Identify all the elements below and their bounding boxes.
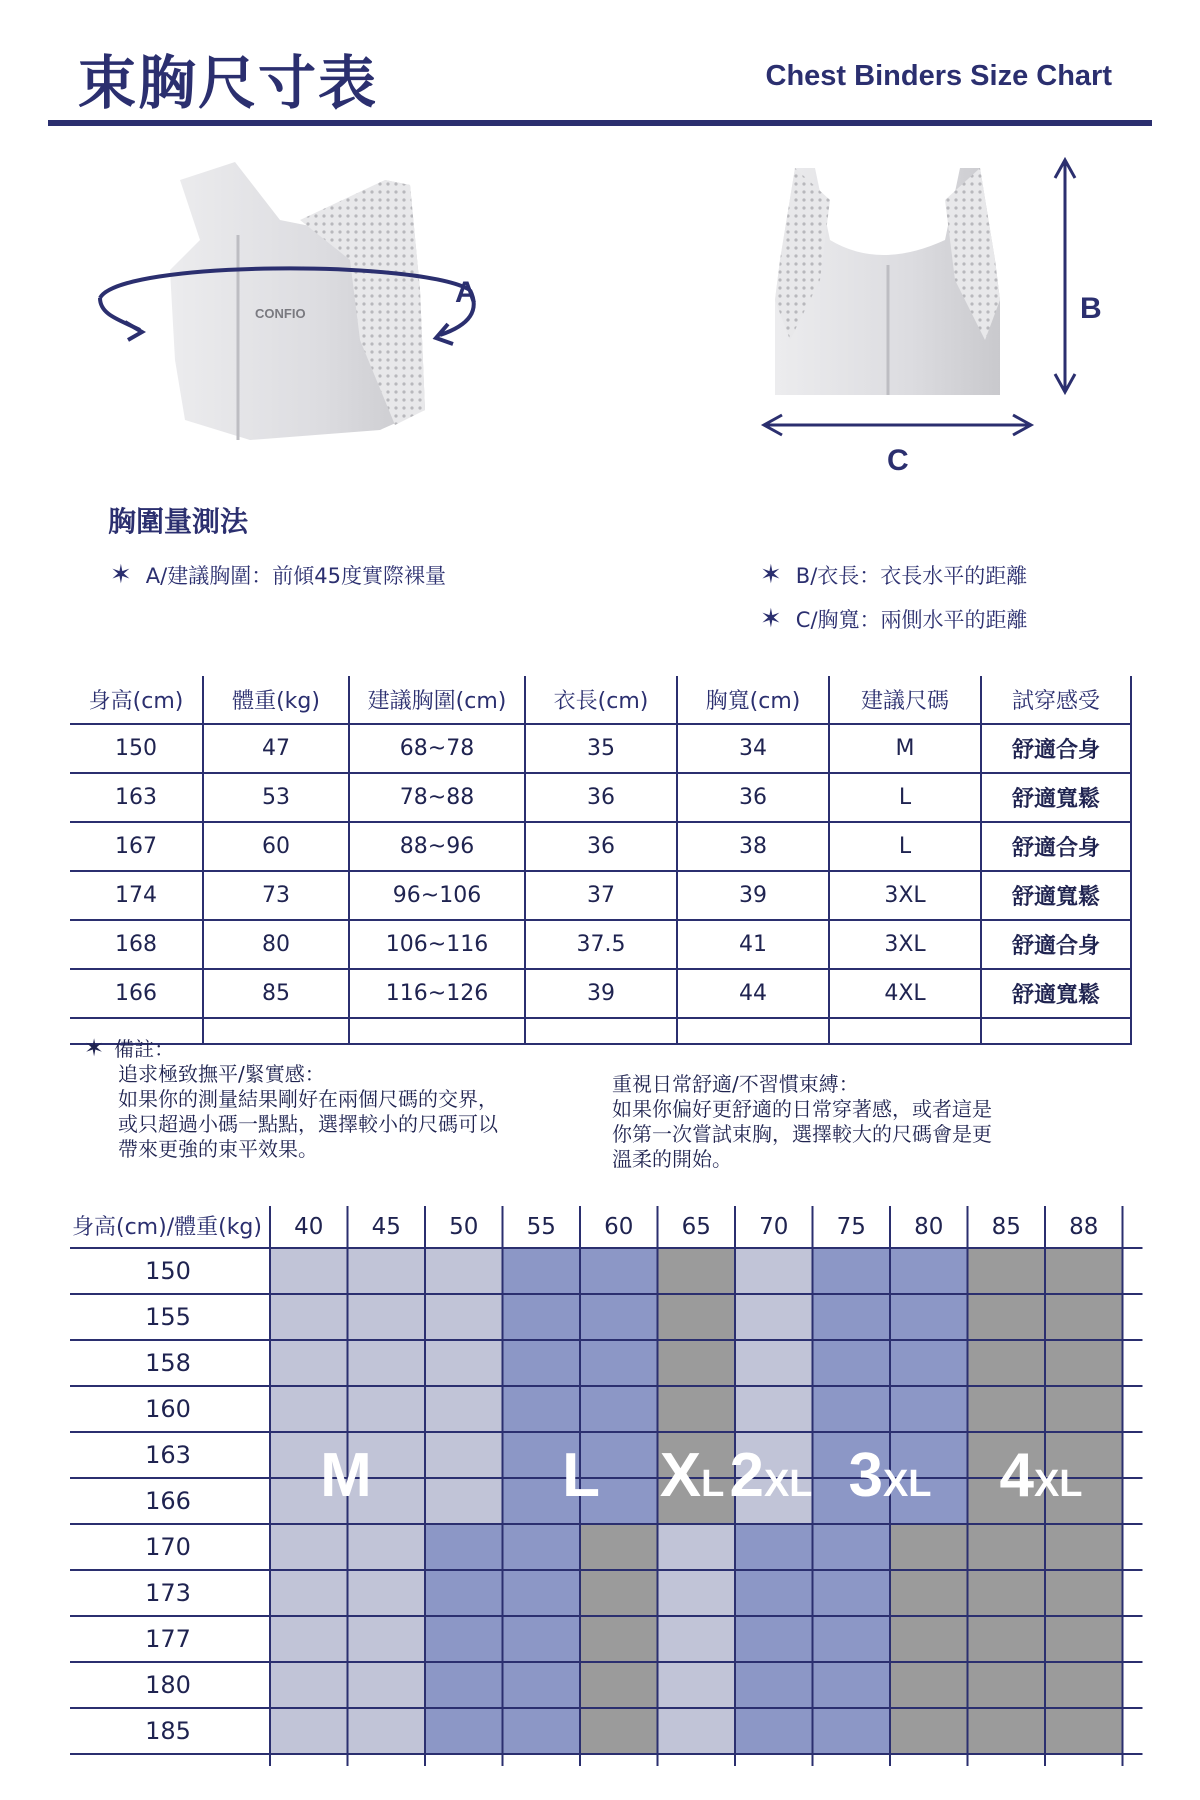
grid-cell xyxy=(890,1570,968,1616)
table-cell: 35 xyxy=(525,724,677,773)
grid-height-label: 177 xyxy=(145,1625,191,1653)
size-label-main: L xyxy=(562,1441,600,1510)
grid-height-label: 160 xyxy=(145,1395,191,1423)
grid-cell xyxy=(735,1340,813,1386)
size-label-suffix: XL xyxy=(882,1463,932,1505)
size-table xyxy=(70,676,1132,1045)
remarks-right-line: 你第一次嘗試束胸，選擇較大的尺碼會是更 xyxy=(612,1122,992,1146)
grid-cell xyxy=(348,1616,426,1662)
table-cell: 41 xyxy=(677,920,829,969)
grid-cell xyxy=(425,1570,503,1616)
table-cell: 36 xyxy=(677,773,829,822)
grid-weight-label: 60 xyxy=(604,1214,634,1240)
grid-cell xyxy=(580,1386,658,1432)
grid-cell xyxy=(890,1708,968,1754)
grid-cell xyxy=(580,1248,658,1294)
table-cell: 3XL xyxy=(829,920,981,969)
remarks-left xyxy=(84,1036,498,1162)
table-cell: 44 xyxy=(677,969,829,1018)
table-cell-empty xyxy=(981,1018,1131,1044)
grid-weight-label: 55 xyxy=(526,1214,556,1240)
size-label-main: 4 xyxy=(999,1441,1034,1510)
grid-cell xyxy=(658,1294,736,1340)
grid-cell xyxy=(503,1708,581,1754)
table-row xyxy=(70,871,1131,920)
table-cell: 150 xyxy=(70,724,203,773)
grid-weight-label: 85 xyxy=(991,1214,1021,1240)
grid-cell xyxy=(348,1524,426,1570)
grid-cell xyxy=(270,1524,348,1570)
grid-cell xyxy=(968,1570,1046,1616)
table-cell: 47 xyxy=(203,724,349,773)
brand-logo: CONFIO xyxy=(255,306,306,321)
star-icon: ✶ xyxy=(84,1034,105,1062)
table-cell: L xyxy=(829,773,981,822)
grid-cell xyxy=(1045,1248,1123,1294)
grid-cell xyxy=(813,1616,891,1662)
grid-cell xyxy=(890,1340,968,1386)
page-title: 束胸尺寸表 xyxy=(78,49,379,117)
grid-cell xyxy=(658,1708,736,1754)
binder-front-illustration xyxy=(775,168,1000,395)
grid-cell xyxy=(813,1294,891,1340)
grid-cell xyxy=(580,1340,658,1386)
grid-cell xyxy=(270,1294,348,1340)
grid-cell xyxy=(425,1386,503,1432)
label-b: B xyxy=(1080,292,1102,325)
grid-cell xyxy=(658,1340,736,1386)
grid-height-label: 158 xyxy=(145,1349,191,1377)
table-cell: 78~88 xyxy=(349,773,525,822)
grid-cell xyxy=(1045,1570,1123,1616)
table-cell: 166 xyxy=(70,969,203,1018)
grid-cell xyxy=(968,1248,1046,1294)
grid-cell xyxy=(658,1248,736,1294)
grid-cell xyxy=(425,1662,503,1708)
note-a xyxy=(110,560,446,590)
grid-cell xyxy=(580,1616,658,1662)
grid-cell xyxy=(968,1708,1046,1754)
grid-weight-label: 75 xyxy=(836,1214,866,1240)
size-label xyxy=(320,1441,372,1510)
grid-cell xyxy=(735,1708,813,1754)
grid-cell xyxy=(890,1616,968,1662)
table-cell: 116~126 xyxy=(349,969,525,1018)
table-cell-empty xyxy=(525,1018,677,1044)
table-row xyxy=(70,920,1131,969)
table-cell: 73 xyxy=(203,871,349,920)
grid-cell xyxy=(658,1570,736,1616)
table-cell-empty xyxy=(829,1018,981,1044)
grid-cell xyxy=(658,1386,736,1432)
grid-height-label: 173 xyxy=(145,1579,191,1607)
note-b xyxy=(760,560,1027,590)
table-cell: 36 xyxy=(525,822,677,871)
measurement-method-title: 胸圍量測法 xyxy=(108,505,249,538)
header-size: 建議尺碼 xyxy=(829,676,981,724)
grid-cell xyxy=(580,1294,658,1340)
header-feel: 試穿感受 xyxy=(981,676,1131,724)
star-icon: ✶ xyxy=(110,560,132,590)
remarks-right-line: 如果你偏好更舒適的日常穿著感，或者這是 xyxy=(612,1097,992,1121)
grid-cell xyxy=(658,1662,736,1708)
grid-cell xyxy=(813,1386,891,1432)
grid-cell xyxy=(503,1294,581,1340)
grid-cell xyxy=(348,1340,426,1386)
table-cell: 80 xyxy=(203,920,349,969)
grid-height-label: 150 xyxy=(145,1257,191,1285)
binder-side-illustration xyxy=(170,162,425,440)
table-cell: 37.5 xyxy=(525,920,677,969)
size-table-header-row xyxy=(70,676,1131,724)
grid-cell xyxy=(890,1248,968,1294)
table-row xyxy=(70,773,1131,822)
grid-cell xyxy=(270,1570,348,1616)
grid-cell xyxy=(968,1294,1046,1340)
label-c: C xyxy=(887,444,909,477)
grid-height-label: 170 xyxy=(145,1533,191,1561)
grid-cell xyxy=(658,1616,736,1662)
grid-cell xyxy=(425,1478,503,1524)
grid-cell xyxy=(348,1708,426,1754)
grid-cell xyxy=(503,1524,581,1570)
remarks-title: 備註： xyxy=(114,1037,175,1061)
header-weight: 體重(kg) xyxy=(203,676,349,724)
grid-cell xyxy=(735,1294,813,1340)
table-cell: 舒適寬鬆 xyxy=(981,871,1131,920)
grid-cell xyxy=(580,1570,658,1616)
measurement-figure xyxy=(0,140,1200,540)
grid-cell xyxy=(1045,1616,1123,1662)
header-divider xyxy=(48,120,1152,126)
grid-cell xyxy=(425,1524,503,1570)
table-cell: 167 xyxy=(70,822,203,871)
grid-weight-label: 50 xyxy=(449,1214,479,1240)
table-row xyxy=(70,822,1131,871)
table-cell: 舒適合身 xyxy=(981,724,1131,773)
grid-cell xyxy=(813,1708,891,1754)
size-label-suffix: XL xyxy=(1033,1463,1083,1505)
grid-cell xyxy=(270,1616,348,1662)
grid-cell xyxy=(503,1662,581,1708)
table-cell: 39 xyxy=(677,871,829,920)
grid-weight-label: 40 xyxy=(294,1214,324,1240)
grid-cell xyxy=(503,1386,581,1432)
grid-cell xyxy=(735,1570,813,1616)
grid-cell xyxy=(968,1662,1046,1708)
grid-cell xyxy=(735,1386,813,1432)
grid-weight-label: 80 xyxy=(914,1214,944,1240)
size-grid xyxy=(0,1196,1200,1800)
grid-cell xyxy=(813,1570,891,1616)
grid-height-label: 180 xyxy=(145,1671,191,1699)
remarks-left-line: 或只超過小碼一點點，選擇較小的尺碼可以 xyxy=(118,1112,498,1136)
remarks-right xyxy=(612,1072,992,1172)
table-cell: 舒適合身 xyxy=(981,920,1131,969)
table-cell: 96~106 xyxy=(349,871,525,920)
table-cell: 37 xyxy=(525,871,677,920)
grid-cell xyxy=(503,1340,581,1386)
grid-cell xyxy=(813,1248,891,1294)
grid-cell xyxy=(270,1248,348,1294)
grid-cell xyxy=(270,1662,348,1708)
table-row xyxy=(70,969,1131,1018)
table-cell: 106~116 xyxy=(349,920,525,969)
grid-cell xyxy=(1045,1386,1123,1432)
grid-cell xyxy=(425,1248,503,1294)
grid-cell xyxy=(348,1570,426,1616)
grid-cell xyxy=(890,1524,968,1570)
label-a: A xyxy=(455,276,477,309)
table-cell: 舒適合身 xyxy=(981,822,1131,871)
remarks-left-line: 如果你的測量結果剛好在兩個尺碼的交界， xyxy=(118,1087,498,1111)
grid-cell xyxy=(348,1248,426,1294)
table-cell: 3XL xyxy=(829,871,981,920)
grid-cell xyxy=(813,1662,891,1708)
grid-cell xyxy=(1045,1524,1123,1570)
grid-cell xyxy=(813,1524,891,1570)
page-subtitle: Chest Binders Size Chart xyxy=(765,60,1112,92)
table-row xyxy=(70,724,1131,773)
remarks-right-line: 溫柔的開始。 xyxy=(612,1147,732,1171)
grid-cell xyxy=(968,1616,1046,1662)
table-cell: M xyxy=(829,724,981,773)
remarks-right-line: 重視日常舒適/不習慣束縛： xyxy=(612,1072,859,1096)
grid-cell xyxy=(968,1340,1046,1386)
table-cell: 60 xyxy=(203,822,349,871)
grid-cell xyxy=(270,1340,348,1386)
grid-cell xyxy=(1045,1662,1123,1708)
arrow-b-icon xyxy=(1055,160,1075,392)
grid-height-label: 166 xyxy=(145,1487,191,1515)
grid-cell xyxy=(580,1662,658,1708)
remarks-left-line: 追求極致撫平/緊實感： xyxy=(118,1062,325,1086)
table-cell: 168 xyxy=(70,920,203,969)
grid-cell xyxy=(348,1294,426,1340)
grid-weight-label: 65 xyxy=(681,1214,711,1240)
table-cell: 88~96 xyxy=(349,822,525,871)
grid-cell xyxy=(735,1248,813,1294)
table-cell: 舒適寬鬆 xyxy=(981,969,1131,1018)
header-width: 胸寬(cm) xyxy=(677,676,829,724)
size-label-main: M xyxy=(320,1441,372,1510)
table-cell: 85 xyxy=(203,969,349,1018)
grid-cell xyxy=(503,1248,581,1294)
grid-cell xyxy=(890,1386,968,1432)
grid-cell xyxy=(425,1708,503,1754)
table-cell: 38 xyxy=(677,822,829,871)
grid-cell xyxy=(503,1616,581,1662)
grid-weight-label: 70 xyxy=(759,1214,789,1240)
remarks-left-line: 帶來更強的束平效果。 xyxy=(118,1137,318,1161)
size-label-main: X xyxy=(659,1441,702,1510)
table-cell: 163 xyxy=(70,773,203,822)
size-label-suffix: XL xyxy=(763,1463,813,1505)
header-height: 身高(cm) xyxy=(70,676,203,724)
note-c-text: C/胸寬：兩側水平的距離 xyxy=(795,608,1028,632)
grid-cell xyxy=(270,1386,348,1432)
table-cell-empty xyxy=(677,1018,829,1044)
table-cell: 36 xyxy=(525,773,677,822)
grid-cell xyxy=(580,1708,658,1754)
arrow-c-icon xyxy=(764,415,1031,435)
grid-cell xyxy=(735,1616,813,1662)
table-cell: 53 xyxy=(203,773,349,822)
note-a-text: A/建議胸圍：前傾45度實際裸量 xyxy=(145,564,446,588)
grid-cell xyxy=(813,1340,891,1386)
grid-cell xyxy=(425,1294,503,1340)
grid-cell xyxy=(425,1616,503,1662)
grid-cell xyxy=(580,1524,658,1570)
table-cell: 34 xyxy=(677,724,829,773)
star-icon: ✶ xyxy=(760,604,782,634)
grid-height-label: 155 xyxy=(145,1303,191,1331)
size-label-main: 3 xyxy=(848,1441,883,1510)
note-b-text: B/衣長：衣長水平的距離 xyxy=(795,564,1028,588)
grid-cell xyxy=(968,1386,1046,1432)
header-length: 衣長(cm) xyxy=(525,676,677,724)
grid-weight-label: 88 xyxy=(1069,1214,1099,1240)
grid-cell xyxy=(890,1294,968,1340)
grid-cell xyxy=(1045,1708,1123,1754)
grid-cell xyxy=(1045,1294,1123,1340)
size-label-suffix: L xyxy=(701,1463,725,1505)
star-icon: ✶ xyxy=(760,560,782,590)
grid-cell xyxy=(968,1524,1046,1570)
grid-cell xyxy=(425,1340,503,1386)
header-chest: 建議胸圍(cm) xyxy=(349,676,525,724)
grid-height-label: 185 xyxy=(145,1717,191,1745)
grid-cell xyxy=(270,1708,348,1754)
table-cell: 4XL xyxy=(829,969,981,1018)
grid-cell xyxy=(890,1662,968,1708)
size-label-main: 2 xyxy=(729,1441,764,1510)
grid-cell xyxy=(348,1386,426,1432)
size-label xyxy=(562,1441,600,1510)
grid-corner-label: 身高(cm)/體重(kg) xyxy=(72,1215,262,1240)
grid-cell xyxy=(735,1524,813,1570)
table-cell: L xyxy=(829,822,981,871)
table-cell: 39 xyxy=(525,969,677,1018)
grid-height-label: 163 xyxy=(145,1441,191,1469)
grid-weight-label: 45 xyxy=(371,1214,401,1240)
grid-cell xyxy=(503,1570,581,1616)
note-c xyxy=(760,604,1028,634)
table-cell: 舒適寬鬆 xyxy=(981,773,1131,822)
table-cell: 174 xyxy=(70,871,203,920)
table-cell: 68~78 xyxy=(349,724,525,773)
grid-cell xyxy=(735,1662,813,1708)
grid-cell xyxy=(425,1432,503,1478)
grid-cell xyxy=(658,1524,736,1570)
grid-cell xyxy=(348,1662,426,1708)
grid-cell xyxy=(1045,1340,1123,1386)
